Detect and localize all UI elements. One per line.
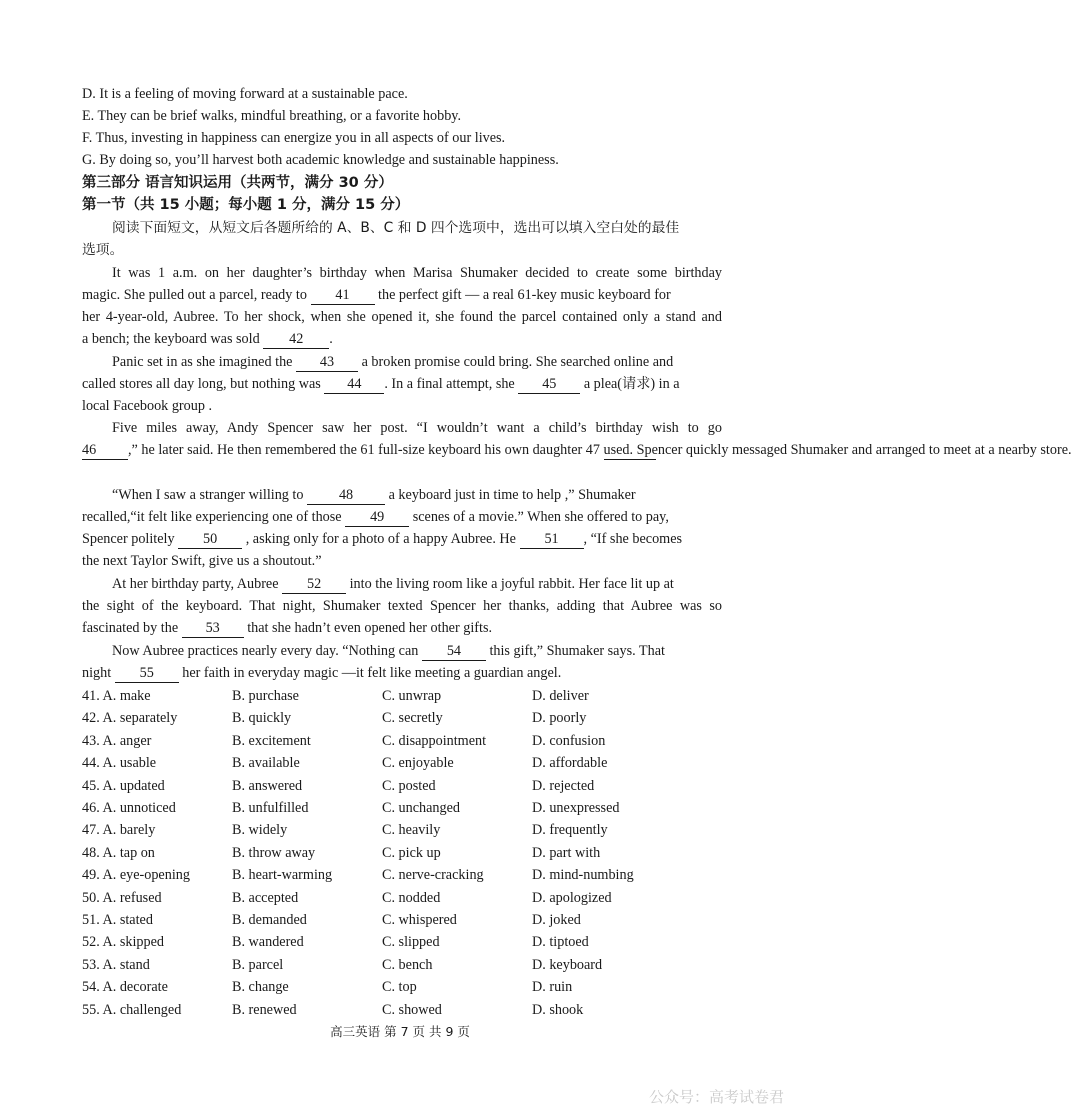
blank-41: 41 (311, 287, 375, 305)
question-row (82, 1000, 722, 1020)
option-a: 44. A. usable (82, 755, 157, 772)
option-b: B. quickly (232, 710, 292, 727)
question-row (82, 708, 722, 728)
option-c: C. whispered (382, 912, 457, 928)
option-f: F. Thus, investing in happiness can energize you in all aspects of our lives. (82, 130, 506, 146)
blank-43: 43 (296, 354, 358, 372)
option-d: D. ruin (532, 979, 573, 996)
question-row (82, 955, 722, 975)
option-c: C. showed (382, 1001, 442, 1018)
option-c: C. posted (382, 777, 436, 794)
option-a: 47. A. barely (82, 822, 156, 839)
blank-54: 54 (422, 643, 486, 661)
option-a: 48. A. tap on (82, 844, 155, 861)
option-c: C. nerve-cracking (382, 867, 484, 884)
option-d: D. deliver (532, 688, 589, 704)
blank-55: 55 (115, 665, 179, 683)
blank-46: 46 (82, 442, 128, 460)
page-footer: 高三英语 第 7 页 共 9 页 (330, 1024, 470, 1039)
instruction-line: 阅读下面短文，从短文后各题所给的 A、B、C 和 D 四个选项中，选出可以填入空白处的最佳 (112, 220, 680, 236)
option-b: B. accepted (232, 889, 299, 906)
passage-line: Five miles away, Andy Spencer saw her post. “I wouldn’t want a child’s birthday wish to go (112, 420, 722, 436)
option-c: C. disappointment (382, 732, 487, 749)
option-d: D. poorly (532, 710, 587, 727)
option-c: C. nodded (382, 889, 441, 906)
question-row (82, 888, 722, 908)
blank-53: 53 (182, 620, 244, 638)
question-row (82, 731, 722, 751)
passage-line: “When I saw a stranger willing to 48 a keyboard just in time to help ,” Shumaker (112, 487, 636, 503)
question-row (82, 776, 722, 796)
passage-line: Spencer politely 50 , asking only for a photo of a happy Aubree. He 51 , “If she becomes (82, 531, 683, 547)
option-c: C. enjoyable (382, 755, 454, 772)
option-b: B. demanded (232, 912, 307, 928)
option-d: D. rejected (532, 777, 595, 794)
option-a: 52. A. skipped (82, 934, 164, 951)
option-a: 46. A. unnoticed (82, 800, 176, 816)
option-c: C. top (382, 979, 417, 996)
option-d: D. It is a feeling of moving forward at a sustainable pace. (82, 86, 408, 102)
option-d: D. confusion (532, 732, 606, 749)
option-a: 41. A. make (82, 688, 151, 704)
option-b: B. purchase (232, 688, 299, 704)
option-b: B. widely (232, 822, 288, 839)
passage-line: her 4-year-old, Aubree. To her shock, when she opened it, she found the parcel contained only a stand and (82, 309, 722, 325)
passage-line: At her birthday party, Aubree 52 into the living room like a joyful rabbit. Her face lit up at (112, 576, 674, 592)
question-row (82, 910, 722, 930)
passage-line: Panic set in as she imagined the 43 a broken promise could bring. She searched online and (112, 354, 674, 370)
option-b: B. wandered (232, 934, 304, 951)
option-c: C. bench (382, 956, 433, 973)
passage-line: fascinated by the 53 that she hadn’t even opened her other gifts. (82, 620, 493, 636)
option-a: 42. A. separately (82, 710, 178, 727)
passage-line: the next Taylor Swift, give us a shoutout.” (82, 553, 322, 569)
question-row (82, 798, 722, 818)
question-row (82, 977, 722, 997)
option-d: D. mind-numbing (532, 867, 634, 884)
passage-line: called stores all day long, but nothing was 44 . In a final attempt, she 45 a plea(请求) in a (82, 376, 680, 392)
part-title: 第三部分 语言知识运用（共两节，满分 30 分） (82, 175, 393, 191)
question-row (82, 820, 722, 840)
question-row (82, 932, 722, 952)
option-c: C. slipped (382, 934, 440, 951)
blank-45: 45 (518, 376, 580, 394)
option-c: C. heavily (382, 822, 441, 839)
option-d: D. affordable (532, 755, 608, 772)
blank-48: 48 (307, 487, 385, 505)
passage-line: a bench; the keyboard was sold 42 . (82, 331, 333, 347)
option-a: 54. A. decorate (82, 979, 168, 996)
blank-51: 51 (520, 531, 584, 549)
option-c: C. secretly (382, 710, 443, 727)
option-b: B. throw away (232, 844, 316, 861)
blank-44: 44 (324, 376, 384, 394)
option-a: 43. A. anger (82, 732, 152, 749)
question-row (82, 753, 722, 773)
option-c: C. unwrap (382, 688, 442, 704)
option-a: 55. A. challenged (82, 1001, 182, 1018)
watermark: 公众号：高考试卷君 (648, 1088, 784, 1106)
option-d: D. unexpressed (532, 800, 620, 816)
option-d: D. tiptoed (532, 934, 589, 951)
option-d: D. apologized (532, 889, 612, 906)
option-c: C. unchanged (382, 800, 461, 816)
passage-line: It was 1 a.m. on her daughter’s birthday when Marisa Shumaker decided to create some birthday (112, 265, 722, 281)
option-d: D. frequently (532, 822, 608, 839)
option-b: B. heart-warming (232, 867, 333, 884)
blank-52: 52 (282, 576, 346, 594)
passage-line: night 55 her faith in everyday magic —it felt like meeting a guardian angel. (82, 665, 562, 681)
option-d: D. part with (532, 844, 601, 861)
question-row (82, 686, 722, 706)
option-b: B. renewed (232, 1001, 297, 1018)
option-a: 45. A. updated (82, 777, 165, 794)
passage-line: recalled,“it felt like experiencing one of those 49 scenes of a movie.” When she offered to pay, (82, 509, 669, 525)
blank-50: 50 (178, 531, 242, 549)
section-title: 第一节（共 15 小题；每小题 1 分，满分 15 分） (82, 197, 410, 213)
option-e: E. They can be brief walks, mindful breathing, or a favorite hobby. (82, 108, 462, 124)
option-a: 51. A. stated (82, 912, 153, 928)
option-d: D. keyboard (532, 956, 603, 973)
blank-47: used. Spencer quickly messaged Shumaker and arranged to meet at a nearby store. (603, 442, 1072, 458)
option-a: 53. A. stand (82, 956, 150, 973)
passage-line: local Facebook group . (82, 398, 213, 414)
passage-line: magic. She pulled out a parcel, ready to 41 the perfect gift — a real 61-key music keyboard for (82, 287, 671, 303)
option-b: B. excitement (232, 732, 311, 749)
blank-42: 42 (263, 331, 329, 349)
option-a: 50. A. refused (82, 889, 162, 906)
instruction-line: 选项。 (82, 242, 124, 258)
option-b: B. available (232, 755, 300, 772)
option-b: B. unfulfilled (232, 800, 309, 816)
option-d: D. shook (532, 1001, 584, 1018)
passage-line: 46 ,” he later said. He then remembered the 61 full-size keyboard his own daughter 47 used. Spencer quickly messaged Shumaker and arranged to meet at a nearby store. (82, 442, 1072, 458)
option-a: 49. A. eye-opening (82, 867, 190, 884)
passage-line: Now Aubree practices nearly every day. “Nothing can 54 this gift,” Shumaker says. That (112, 643, 665, 659)
option-b: B. answered (232, 777, 303, 794)
passage-line: the sight of the keyboard. That night, Shumaker texted Spencer her thanks, adding that Aubree was so (82, 598, 722, 614)
option-c: C. pick up (382, 844, 441, 861)
question-row (82, 865, 722, 885)
option-g: G. By doing so, you’ll harvest both academic knowledge and sustainable happiness. (82, 152, 559, 168)
option-d: D. joked (532, 912, 581, 928)
question-row (82, 843, 722, 863)
option-b: B. parcel (232, 956, 284, 973)
option-b: B. change (232, 979, 289, 996)
blank-49: 49 (345, 509, 409, 527)
